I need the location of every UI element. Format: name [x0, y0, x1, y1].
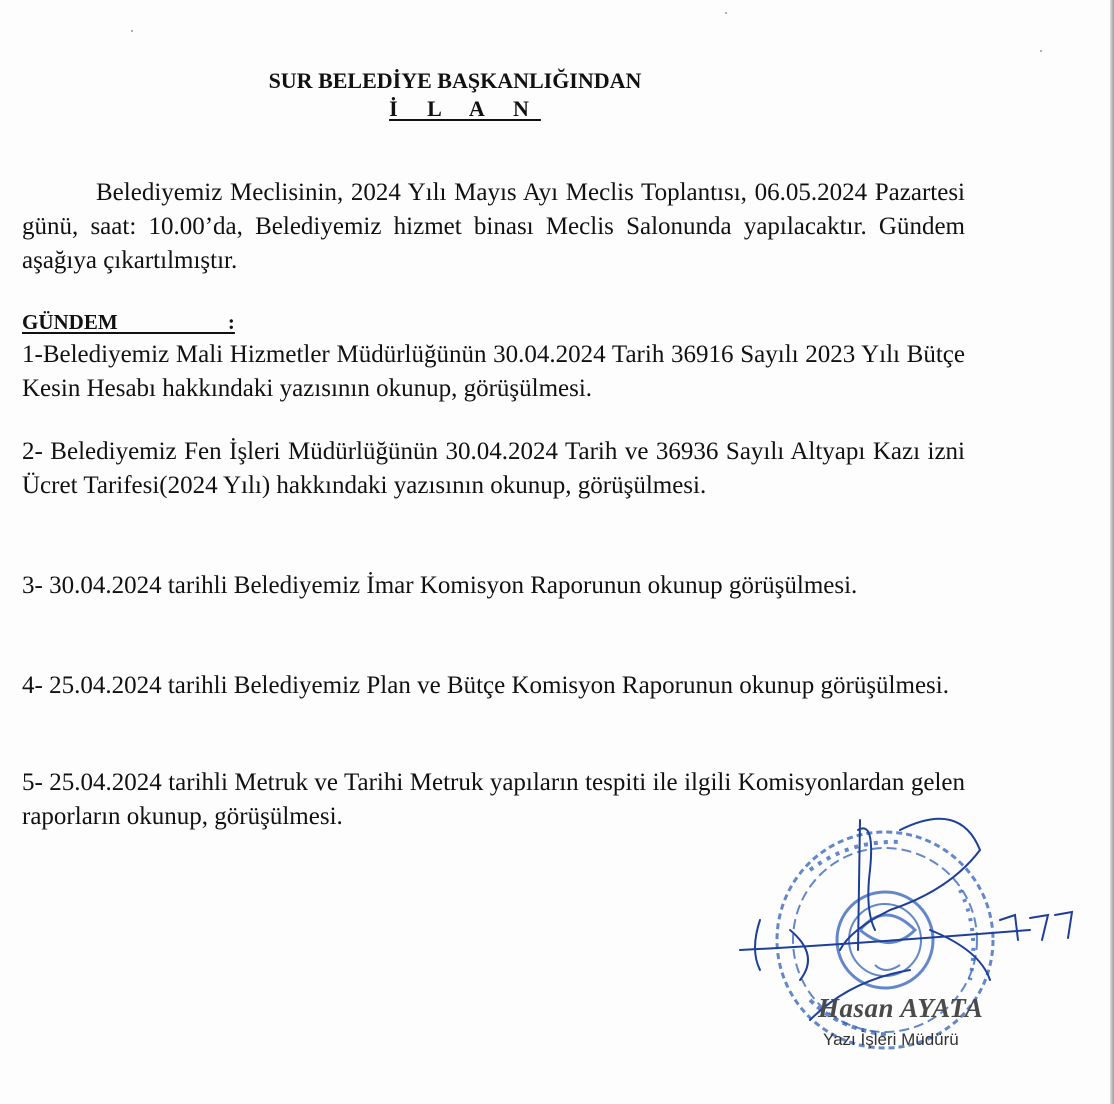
- scan-speck: [725, 12, 727, 14]
- announcement-title: [0, 96, 920, 122]
- agenda-label: GÜNDEM :: [22, 310, 235, 334]
- agenda-item: 1-Belediyemiz Mali Hizmetler Müdürlüğünün 30.04.2024 Tarih 36916 Sayılı 2023 Yılı Bütçe Kesin Hesabı hakkındaki yazısının okunup, görüşülmesi.: [22, 341, 965, 402]
- scan-speck: [131, 30, 133, 32]
- signer-name: Hasan AYATA: [818, 993, 984, 1023]
- agenda-item: 5- 25.04.2024 tarihli Metruk ve Tarihi Metruk yapıların tespiti ile ilgili Komisyonlardan gelen raporların okunup, görüşülmesi.: [22, 769, 965, 830]
- intro-paragraph: Belediyemiz Meclisinin, 2024 Yılı Mayıs Ayı Meclis Toplantısı, 06.05.2024 Pazartesi günü, saat: 10.00’da, Belediyemiz hizmet binası Meclis Salonunda yapılacaktır. Gündem aşağıya çıkartılmıştır.: [22, 179, 965, 274]
- institution-heading: SUR BELEDİYE BAŞKANLIĞINDAN: [268, 68, 642, 93]
- agenda-item: 2- Belediyemiz Fen İşleri Müdürlüğünün 30.04.2024 Tarih ve 36936 Sayılı Altyapı Kazı izni Ücret Tarifesi(2024 Yılı) hakkındaki yazısının okunup, görüşülmesi.: [22, 438, 965, 499]
- scan-speck: [1040, 50, 1042, 52]
- agenda-item: 4- 25.04.2024 tarihli Belediyemiz Plan ve Bütçe Komisyon Raporunun okunup görüşülmesi.: [22, 672, 949, 699]
- scan-edge: [1110, 0, 1114, 1104]
- signer-title: Yazı İşleri Müdürü: [823, 1030, 959, 1049]
- announcement-title-text: İ L A N: [389, 96, 541, 121]
- agenda-item: 3- 30.04.2024 tarihli Belediyemiz İmar Komisyon Raporunun okunup görüşülmesi.: [22, 572, 858, 599]
